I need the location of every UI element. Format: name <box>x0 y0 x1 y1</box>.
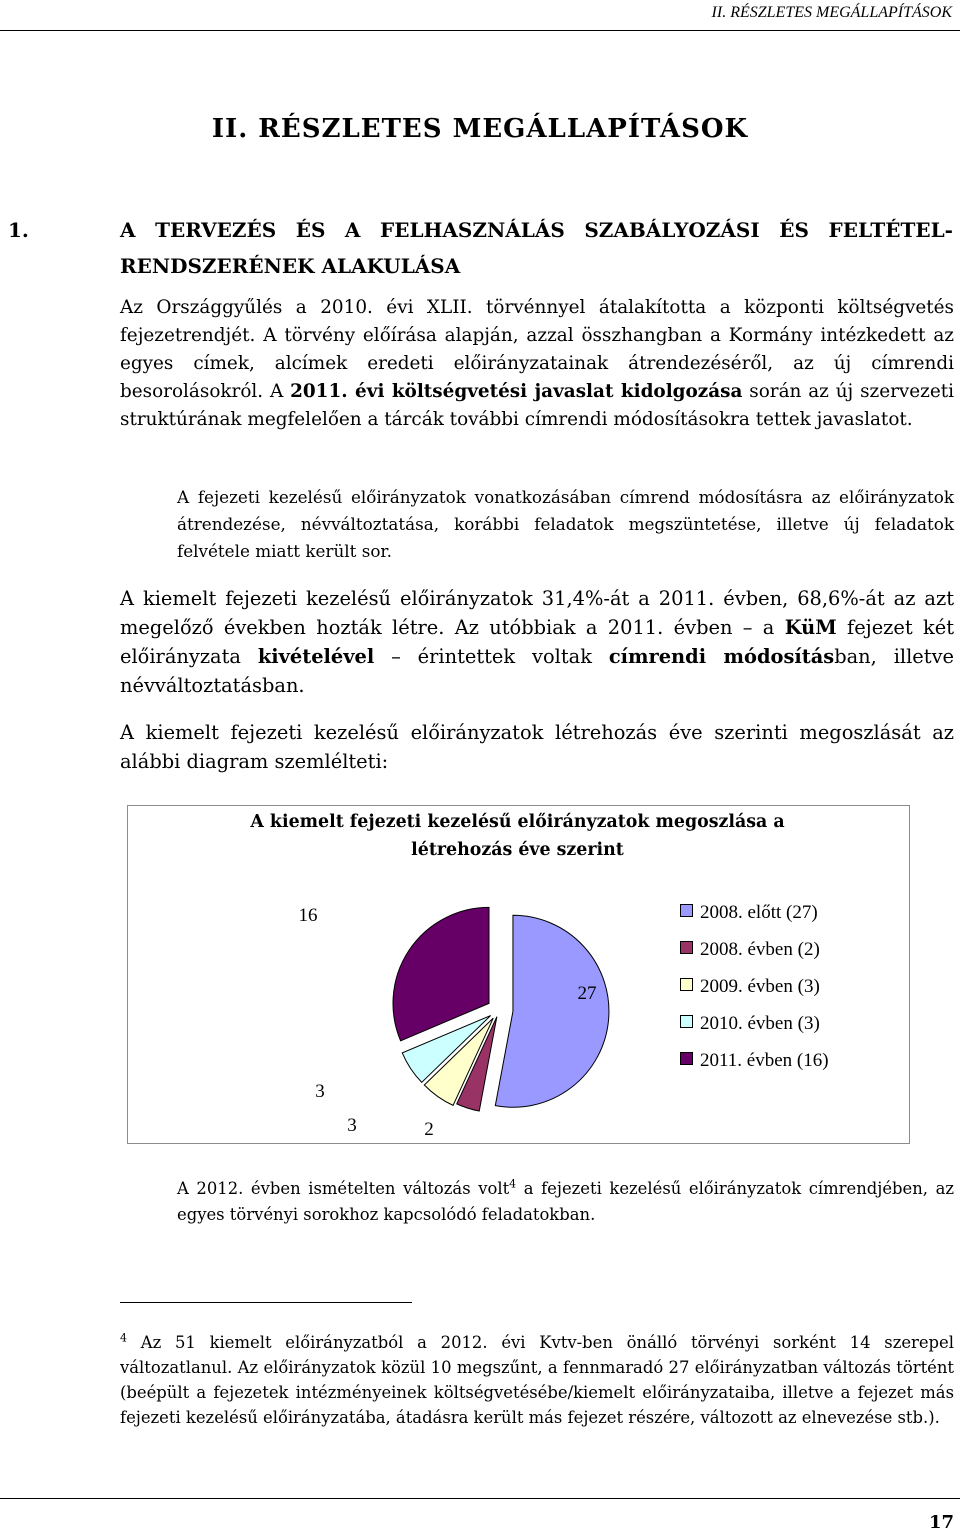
pie-data-label-0: 27 <box>577 983 597 1004</box>
paragraph-4: A kiemelt fejezeti kezelésű előirányzatok létrehozás éve szerinti megoszlását az alábbi diagram szemlélteti: <box>120 721 954 773</box>
chart-title-line1: A kiemelt fejezeti kezelésű előirányzatok megoszlása a <box>250 812 785 832</box>
footnote-mark: 4 <box>120 1331 127 1345</box>
header-rule <box>0 30 960 31</box>
paragraph-3-text-a: A kiemelt fejezeti kezelésű előirányzatok 31,4%-át a 2011. évben, 68,6%-át az azt megelőző években hozták létre. Az utóbbiak a 2011. évben – a <box>120 587 954 639</box>
paragraph-5-text-b: a fejezeti kezelésű előirányzatok címrendjében, az egyes törvényi sorokhoz kapcsolódó feladatokban. <box>177 1179 955 1224</box>
pie-data-label-4: 16 <box>298 905 318 926</box>
footnote-reference[interactable]: 4 <box>509 1177 517 1191</box>
paragraph-5 <box>177 1176 954 1228</box>
chapter-title-line1: A TERVEZÉS ÉS A FELHASZNÁLÁS SZABÁLYOZÁSI ÉS FELTÉTEL- <box>120 218 953 242</box>
legend-swatch-0 <box>680 904 693 917</box>
paragraph-5-text-a: A 2012. évben ismételten változás volt <box>177 1179 510 1198</box>
paragraph-3-text-d: ban, illetve névváltoztatásban. <box>120 645 954 697</box>
legend-item-1 <box>680 939 820 961</box>
legend-swatch-3 <box>680 1015 693 1028</box>
paragraph-3-bold-a: KüM <box>784 616 837 639</box>
legend-item-3 <box>680 1013 820 1035</box>
legend-item-0 <box>680 902 818 924</box>
footer-rule <box>0 1498 960 1499</box>
chapter-number: 1. <box>8 218 29 242</box>
paragraph-3 <box>120 584 954 700</box>
pie-chart <box>127 805 908 1142</box>
legend-swatch-1 <box>680 941 693 954</box>
paragraph-1-text-a: Az Országgyűlés a 2010. évi XLII. törvénnyel átalakította a központi költségvetés fejezetrendjét. A törvény előírása alapján, azzal összhangban a Kormány intézkedett az egyes címek, alcímek eredeti előirányzatainak átrendezéséről, az új címrendi besorolásokról. A <box>120 297 954 402</box>
legend-label-2: 2009. évben (3) <box>700 976 820 997</box>
footnote-rule <box>120 1302 412 1303</box>
paragraph-2: A fejezeti kezelésű előirányzatok vonatkozásában címrend módosításra az előirányzatok átrendezése, névváltoztatása, korábbi feladatok megszüntetése, illetve új feladatok felvétele miatt került sor. <box>177 487 954 561</box>
section-title: II. RÉSZLETES MEGÁLLAPÍTÁSOK <box>211 114 749 144</box>
paragraph-3-bold-b: kivételével <box>257 645 375 668</box>
page-number: 17 <box>928 1512 954 1533</box>
chapter-title-line2: RENDSZERÉNEK ALAKULÁSA <box>120 254 461 278</box>
legend-label-4: 2011. évben (16) <box>700 1050 829 1071</box>
legend-item-2 <box>680 976 820 998</box>
paragraph-1-bold: 2011. évi költségvetési javaslat kidolgozása <box>290 381 743 402</box>
pie-data-label-1: 2 <box>424 1119 434 1140</box>
running-header: II. RÉSZLETES MEGÁLLAPÍTÁSOK <box>711 4 952 21</box>
pie-slice-4 <box>393 907 489 1040</box>
legend-swatch-4 <box>680 1052 693 1065</box>
pie-data-label-3: 3 <box>315 1081 325 1102</box>
chart-title-line2: létrehozás éve szerint <box>411 840 624 860</box>
legend-label-3: 2010. évben (3) <box>700 1013 820 1034</box>
pie-data-label-2: 3 <box>347 1115 357 1136</box>
paragraph-3-bold-c: címrendi módosítás <box>608 645 835 668</box>
legend-swatch-2 <box>680 978 693 991</box>
legend-label-1: 2008. évben (2) <box>700 939 820 960</box>
footnote-text: Az 51 kiemelt előirányzatból a 2012. évi Kvtv-ben önálló törvényi sorként 14 szerepel változatlanul. Az előirányzatok közül 10 megszűnt, a fennmaradó 27 előirányzatban változás történt (beépült a fejezetek intézményeinek költségvetésébe/kiemelt előirányzataiba, illetve a fejezet más fejezeti kezelésű előirányzatába, átadásra került más fejezet részére, változott az elnevezése stb.). <box>120 1333 954 1427</box>
pie-slice-0 <box>495 915 609 1107</box>
legend-item-4 <box>680 1050 829 1072</box>
chapter-heading <box>8 212 953 284</box>
footnote <box>120 1330 954 1430</box>
paragraph-3-text-c: – érintettek voltak <box>374 645 609 668</box>
paragraph-3-text-b: fejezet két előirányzata <box>120 616 955 668</box>
paragraph-1-text-b: során az új szervezeti struktúrának megfelelően a tárcák további címrendi módosításokra tettek javaslatot. <box>120 381 954 430</box>
paragraph-1 <box>120 294 954 434</box>
legend-label-0: 2008. előtt (27) <box>700 902 818 923</box>
